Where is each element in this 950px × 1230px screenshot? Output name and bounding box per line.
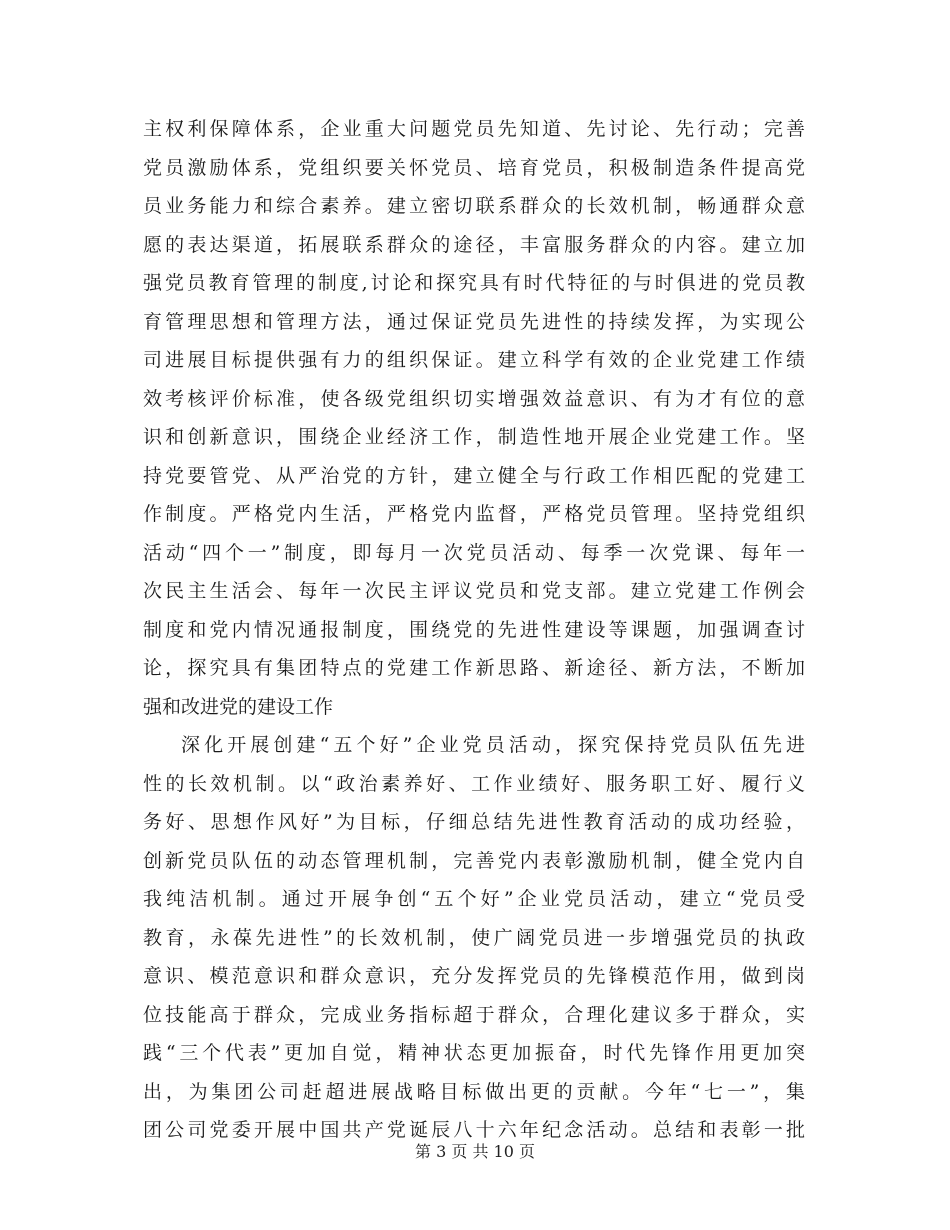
text-line: 主权利保障体系，企业重大问题党员先知道、先讨论、先行动；完善 — [143, 118, 805, 140]
text-line: 活动“四个一”制度，即每月一次党员活动、每季一次党课、每年一 — [143, 541, 805, 564]
text-line: 位技能高于群众，完成业务指标超于群众，合理化建议多于群众，实 — [143, 1003, 805, 1026]
text-line: 团公司党委开展中国共产党诞辰八十六年纪念活动。总结和表彰一批 — [143, 1119, 805, 1141]
page-footer — [0, 1140, 950, 1164]
body-text — [143, 110, 805, 1150]
text-line: 出，为集团公司赶超进展战略目标做出更的贡献。今年“七一”，集 — [143, 1080, 805, 1103]
text-line: 持党要管党、从严治党的方针，建立健全与行政工作相匹配的党建工 — [143, 464, 805, 487]
text-line: 务好、思想作风好”为目标，仔细总结先进性教育活动的成功经验， — [143, 811, 805, 833]
text-line: 识和创新意识，围绕企业经济工作，制造性地开展企业党建工作。坚 — [143, 426, 805, 448]
text-line: 作制度。严格党内生活，严格党内监督，严格党员管理。坚持党组织 — [143, 503, 805, 525]
text-line: 强和改进党的建设工作 — [143, 695, 334, 718]
page-number-label: 第 3 页 共 10 页 — [415, 1142, 535, 1161]
text-line: 员业务能力和综合素养。建立密切联系群众的长效机制，畅通群众意 — [143, 195, 805, 217]
text-line: 愿的表达渠道，拓展联系群众的途径，丰富服务群众的内容。建立加 — [143, 233, 805, 256]
text-line: 教育，永葆先进性”的长效机制，使广阔党员进一步增强党员的执政 — [143, 926, 805, 949]
text-line: 司进展目标提供强有力的组织保证。建立科学有效的企业党建工作绩 — [143, 349, 805, 371]
text-line: 强党员教育管理的制度,讨论和探究具有时代特征的与时俱进的党员教 — [143, 272, 805, 294]
text-line: 制度和党内情况通报制度，围绕党的先进性建设等课题，加强调查讨 — [143, 618, 805, 641]
text-line: 党员激励体系，党组织要关怀党员、培育党员，积极制造条件提高党 — [143, 156, 805, 179]
text-line: 我纯洁机制。通过开展争创“五个好”企业党员活动，建立“党员受 — [143, 888, 805, 910]
text-line: 性的长效机制。以“政治素养好、工作业绩好、服务职工好、履行义 — [143, 772, 805, 795]
text-line: 育管理思想和管理方法，通过保证党员先进性的持续发挥，为实现公 — [143, 310, 805, 333]
text-line: 创新党员队伍的动态管理机制，完善党内表彰激励机制，健全党内自 — [143, 849, 805, 872]
text-line: 效考核评价标准，使各级党组织切实增强效益意识、有为才有位的意 — [143, 387, 805, 410]
text-line: 论，探究具有集团特点的党建工作新思路、新途径、新方法，不断加 — [143, 657, 805, 679]
text-line: 践“三个代表”更加自觉，精神状态更加振奋，时代先锋作用更加突 — [143, 1042, 805, 1064]
text-line: 意识、模范意识和群众意识，充分发挥党员的先锋模范作用，做到岗 — [143, 965, 805, 987]
text-line: 次民主生活会、每年一次民主评议党员和党支部。建立党建工作例会 — [143, 580, 805, 602]
text-line: 深化开展创建“五个好”企业党员活动，探究保持党员队伍先进 — [181, 734, 805, 756]
